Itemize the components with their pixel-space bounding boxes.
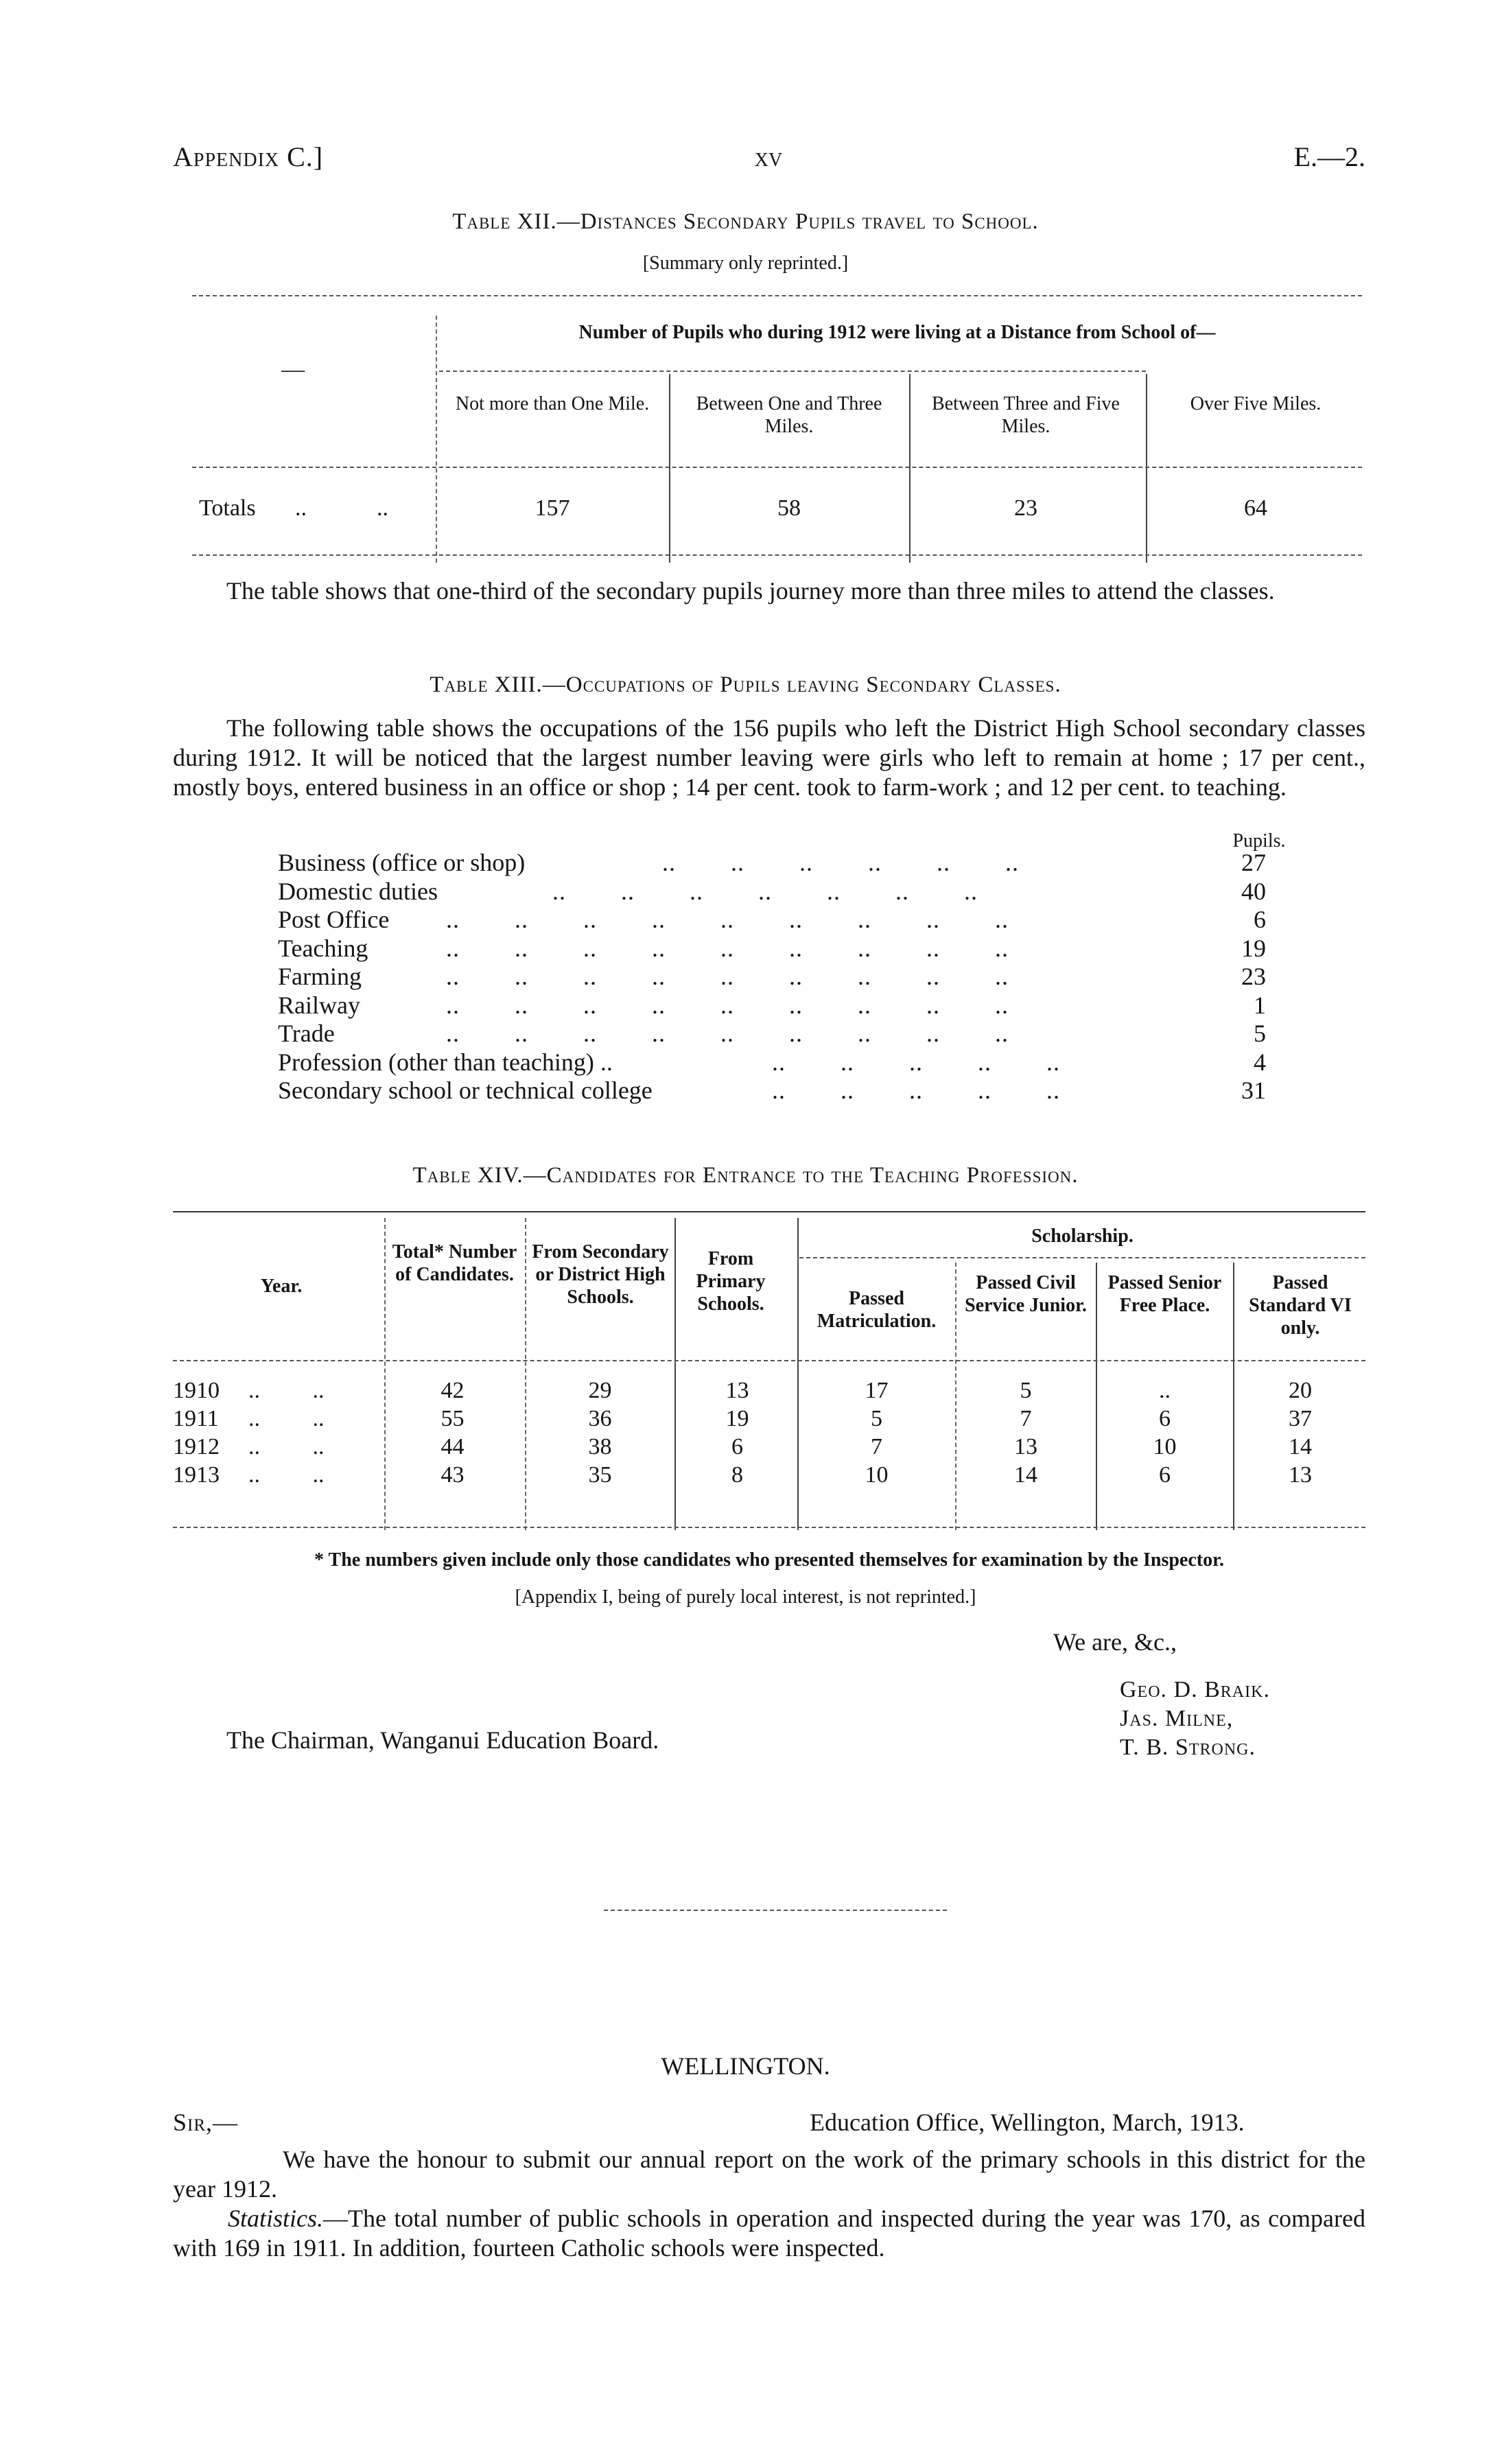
occupation-row — [278, 1048, 1314, 1077]
table12-vline-2 — [669, 374, 670, 563]
row-secondary: 29 — [588, 1378, 612, 1403]
row-std6: 20 — [1289, 1378, 1312, 1403]
salutation: Sir,— — [173, 2109, 239, 2136]
table-row — [173, 1433, 1365, 1461]
row-civil: 7 — [1020, 1406, 1032, 1431]
occupation-value: 5 — [1254, 1020, 1266, 1047]
table14-header-matric: Passed Matriculation. — [817, 1288, 937, 1332]
row-year: 1913 — [173, 1462, 220, 1488]
table14-title: Table XIV.—Candidates for Entrance to the Teaching Profession. — [412, 1163, 1079, 1188]
table12-vline-1 — [436, 316, 437, 563]
occupation-row — [278, 935, 1314, 963]
row-primary: 13 — [725, 1378, 749, 1403]
row-matric: 10 — [865, 1462, 889, 1488]
occupation-label: Trade — [278, 1020, 335, 1047]
row-senior: .. — [1159, 1378, 1171, 1403]
row-year: 1911 — [173, 1406, 219, 1431]
table14-header-civil: Passed Civil Service Junior. — [965, 1272, 1087, 1316]
table12-bottom-rule — [192, 554, 1362, 556]
row-secondary: 36 — [588, 1406, 612, 1431]
occupation-leader: .. .. .. .. .. — [772, 1048, 1060, 1076]
occupation-leader: .. .. .. .. .. .. .. .. .. — [446, 1020, 1009, 1047]
occupation-value: 40 — [1241, 877, 1266, 905]
row-total: 42 — [441, 1378, 465, 1403]
table14-header-rule — [173, 1360, 1365, 1361]
table14-scholarship-rule — [799, 1257, 1365, 1258]
table12-paragraph: The table shows that one-third of the secondary pupils journey more than three miles to attend the classes. — [226, 577, 1275, 605]
occupation-label: Railway — [278, 991, 360, 1019]
table12-title: Table XII.—Distances Secondary Pupils travel to School. — [452, 209, 1039, 234]
row-civil: 13 — [1014, 1434, 1037, 1459]
table12-value-3: 23 — [1014, 495, 1037, 521]
row-leader: .. .. — [248, 1378, 325, 1403]
table12-stub-dash: — — [281, 357, 305, 382]
table12-value-1: 157 — [535, 495, 570, 521]
table12-vline-3 — [909, 374, 911, 563]
occupation-row — [278, 906, 1314, 935]
table-row — [173, 1461, 1365, 1489]
occupation-leader: .. .. .. .. .. .. — [662, 849, 1019, 876]
occupation-label: Post Office — [278, 906, 390, 933]
table12-col-4: Over Five Miles. — [1190, 393, 1322, 414]
statistics-paragraph — [173, 2204, 1365, 2263]
occupation-value: 31 — [1241, 1077, 1266, 1104]
occupation-row — [278, 1020, 1314, 1048]
row-matric: 7 — [871, 1434, 882, 1459]
row-total: 43 — [441, 1462, 465, 1488]
occupation-leader: .. .. .. .. .. .. .. — [552, 877, 978, 905]
occupation-row — [278, 992, 1314, 1020]
occupation-leader: .. .. .. .. .. .. .. .. .. — [446, 906, 1009, 933]
row-primary: 19 — [725, 1406, 749, 1431]
occupation-row — [278, 849, 1314, 878]
occupation-leader: .. .. .. .. .. .. .. .. .. — [446, 934, 1009, 962]
row-std6: 13 — [1289, 1462, 1312, 1488]
occupation-label: Domestic duties — [278, 877, 438, 905]
table12-span-header: Number of Pupils who during 1912 were living at a Distance from School of— — [578, 322, 1216, 343]
table12-value-4: 64 — [1244, 495, 1267, 521]
table14-footnote: * The numbers given include only those candidates who presented themselves for examination by the Inspector. — [314, 1549, 1224, 1571]
row-civil: 5 — [1020, 1378, 1032, 1403]
header-page-number: xv — [754, 141, 783, 172]
row-primary: 8 — [731, 1462, 743, 1488]
statistics-label: Statistics. — [228, 2205, 324, 2232]
table14-header-year: Year. — [260, 1276, 303, 1297]
occupation-label: Secondary school or technical college — [278, 1077, 653, 1104]
occupation-leader: .. .. .. .. .. .. .. .. .. — [446, 991, 1009, 1019]
table13-list — [278, 849, 1314, 1105]
table12-row-label: Totals — [199, 495, 256, 521]
table12-col-3: Between Three and Five Miles. — [932, 393, 1120, 437]
occupation-value: 23 — [1241, 963, 1266, 990]
occupation-row — [278, 1077, 1314, 1105]
header-left: Appendix C.] — [173, 141, 324, 172]
row-std6: 14 — [1289, 1434, 1312, 1459]
table12-vline-4 — [1146, 374, 1147, 563]
occupation-label: Farming — [278, 963, 362, 990]
signers — [1120, 1676, 1270, 1762]
row-std6: 37 — [1289, 1406, 1312, 1431]
row-secondary: 35 — [588, 1462, 612, 1488]
table14-top-rule — [173, 1211, 1365, 1212]
occupation-value: 27 — [1241, 849, 1266, 876]
signer-3: T. B. Strong. — [1120, 1735, 1256, 1760]
table-row — [173, 1376, 1365, 1405]
row-leader: .. .. — [248, 1462, 325, 1488]
table13-paragraph: The following table shows the occupations of the 156 pupils who left the District High School secondary classes during 1912. It will be noticed that the largest number leaving were girls who left to remain at home ; 17 per cent., mostly boys, entered business in an office or shop ; 14 per cent. took to farm-work ; and 12 per cent. to teaching. — [173, 714, 1365, 801]
occupation-value: 1 — [1254, 991, 1266, 1019]
table14-header-primary: From Primary Schools. — [696, 1248, 766, 1315]
table14-body — [173, 1376, 1365, 1489]
table12-top-rule — [192, 295, 1362, 296]
wellington-heading: WELLINGTON. — [661, 2052, 830, 2080]
row-senior: 6 — [1159, 1462, 1171, 1488]
row-senior: 6 — [1159, 1406, 1171, 1431]
occupation-row — [278, 963, 1314, 992]
addressee: The Chairman, Wanganui Education Board. — [226, 1726, 659, 1754]
occupation-label: Business (office or shop) — [278, 849, 526, 876]
table12-subtitle: [Summary only reprinted.] — [642, 253, 849, 274]
signer-2: Jas. Milne, — [1120, 1706, 1234, 1731]
table12-row-leader: .. .. — [295, 495, 388, 521]
row-year: 1910 — [173, 1378, 220, 1403]
occupation-label: Teaching — [278, 934, 368, 962]
row-year: 1912 — [173, 1434, 220, 1459]
table12-col-2: Between One and Three Miles. — [696, 393, 882, 437]
table14-header-senior: Passed Senior Free Place. — [1107, 1272, 1222, 1316]
table14-header-scholarship: Scholarship. — [1031, 1225, 1134, 1247]
row-senior: 10 — [1153, 1434, 1177, 1459]
dateline: Education Office, Wellington, March, 1913. — [810, 2109, 1245, 2136]
statistics-text: —The total number of public schools in operation and inspected during the year was 170, as compared with 169 in 1911. In addition, fourteen Catholic schools were inspected. — [173, 2205, 1365, 2262]
row-total: 55 — [441, 1406, 465, 1431]
row-leader: .. .. — [248, 1406, 325, 1431]
closing-line: We are, &c., — [1053, 1628, 1177, 1656]
table12-span-rule — [439, 371, 1146, 372]
occupation-value: 19 — [1241, 934, 1266, 962]
row-matric: 17 — [865, 1378, 889, 1403]
header-right: E.—2. — [1293, 141, 1365, 172]
row-primary: 6 — [731, 1434, 743, 1459]
table12-col-1: Not more than One Mile. — [455, 393, 650, 414]
table-row — [173, 1405, 1365, 1433]
row-leader: .. .. — [248, 1434, 325, 1459]
occupation-value: 6 — [1254, 906, 1266, 933]
occupation-value: 4 — [1254, 1048, 1266, 1076]
row-matric: 5 — [871, 1406, 882, 1431]
occupation-leader: .. .. .. .. .. .. .. .. .. — [446, 963, 1009, 990]
table12-mid-rule — [192, 467, 1362, 468]
occupation-label: Profession (other than teaching) .. — [278, 1048, 613, 1076]
signer-1: Geo. D. Braik. — [1120, 1677, 1270, 1702]
table13-title: Table XIII.—Occupations of Pupils leaving Secondary Classes. — [430, 672, 1061, 697]
wellington-paragraph: We have the honour to submit our annual report on the work of the primary schools in this district for the year 1912. — [173, 2146, 1365, 2203]
occupation-leader: .. .. .. .. .. — [772, 1077, 1060, 1104]
table12-value-2: 58 — [777, 495, 801, 521]
appendix-note: [Appendix I, being of purely local interest, is not reprinted.] — [515, 1586, 976, 1608]
table13-col-header: Pupils. — [1232, 830, 1286, 852]
row-secondary: 38 — [588, 1434, 612, 1459]
occupation-row — [278, 878, 1314, 906]
table14-bottom-rule — [173, 1527, 1365, 1528]
table14-header-secondary: From Secondary or District High Schools. — [532, 1241, 669, 1308]
table14-header-std6: Passed Standard VI only. — [1249, 1272, 1352, 1339]
section-divider — [604, 1910, 947, 1911]
row-total: 44 — [441, 1434, 465, 1459]
table14-header-total: Total* Number of Candidates. — [392, 1241, 517, 1285]
row-civil: 14 — [1014, 1462, 1037, 1488]
